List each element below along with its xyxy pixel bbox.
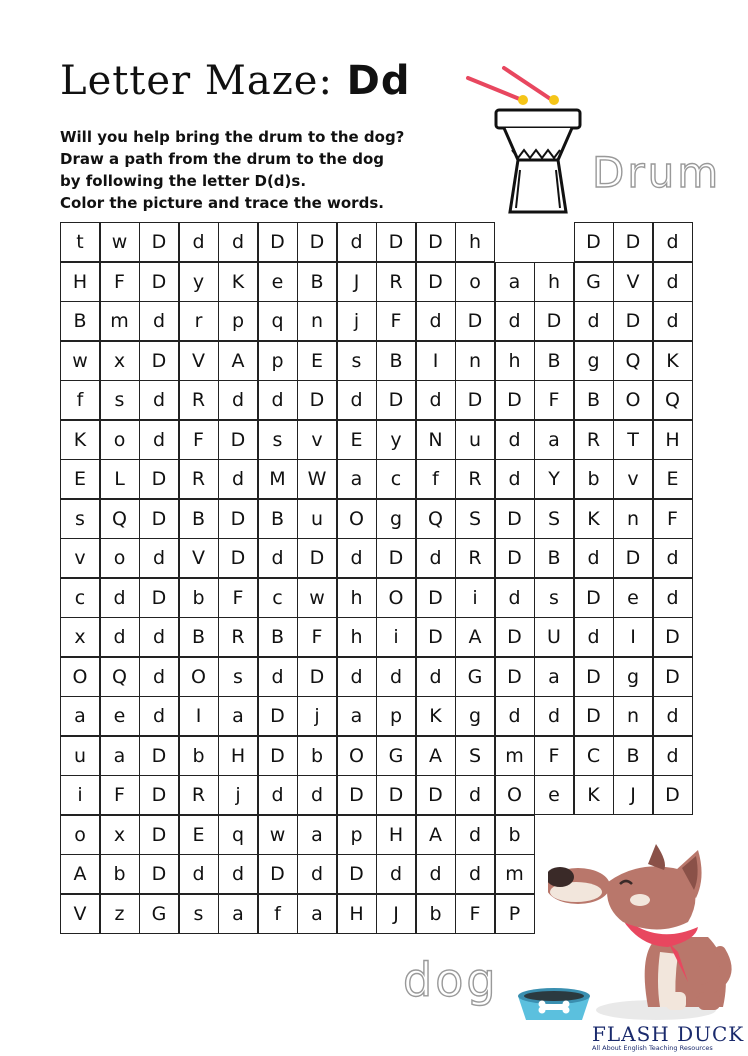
maze-cell[interactable]: H <box>653 420 693 460</box>
maze-cell[interactable]: j <box>337 301 377 341</box>
maze-cell[interactable]: s <box>100 380 140 420</box>
maze-cell[interactable]: V <box>179 341 219 381</box>
maze-cell[interactable]: e <box>534 775 574 815</box>
maze-cell[interactable]: F <box>100 775 140 815</box>
maze-cell[interactable]: O <box>337 499 377 539</box>
maze-cell[interactable]: F <box>455 894 495 934</box>
maze-cell[interactable]: h <box>534 262 574 302</box>
maze-cell[interactable]: D <box>455 301 495 341</box>
maze-cell[interactable]: E <box>60 459 100 499</box>
maze-cell[interactable]: D <box>574 657 614 697</box>
maze-cell[interactable]: d <box>297 775 337 815</box>
maze-cell[interactable]: d <box>653 222 693 262</box>
maze-cell[interactable]: q <box>218 815 258 855</box>
maze-cell[interactable]: d <box>416 657 456 697</box>
maze-cell[interactable]: D <box>574 696 614 736</box>
maze-cell[interactable]: d <box>179 854 219 894</box>
maze-cell[interactable]: h <box>495 341 535 381</box>
maze-cell[interactable]: c <box>60 578 100 618</box>
dog-bowl-icon <box>514 984 594 1024</box>
maze-cell[interactable]: E <box>297 341 337 381</box>
maze-cell[interactable]: q <box>258 301 298 341</box>
maze-cell[interactable]: D <box>574 578 614 618</box>
maze-cell[interactable]: d <box>139 696 179 736</box>
maze-cell[interactable]: d <box>139 301 179 341</box>
maze-cell[interactable]: D <box>258 854 298 894</box>
maze-cell[interactable]: o <box>100 538 140 578</box>
drum-icon <box>460 60 600 220</box>
maze-cell[interactable]: D <box>613 538 653 578</box>
maze-cell[interactable]: D <box>218 420 258 460</box>
maze-cell[interactable]: K <box>60 420 100 460</box>
maze-cell[interactable]: d <box>534 696 574 736</box>
maze-cell[interactable]: J <box>613 775 653 815</box>
maze-cell[interactable]: f <box>60 380 100 420</box>
maze-cell[interactable]: s <box>534 578 574 618</box>
maze-cell[interactable]: a <box>218 696 258 736</box>
maze-cell[interactable]: S <box>455 736 495 776</box>
maze-cell[interactable]: x <box>60 617 100 657</box>
maze-cell[interactable]: E <box>179 815 219 855</box>
maze-cell[interactable]: U <box>534 617 574 657</box>
maze-cell[interactable]: D <box>416 617 456 657</box>
maze-cell[interactable]: D <box>258 696 298 736</box>
maze-cell[interactable]: n <box>297 301 337 341</box>
maze-cell[interactable]: O <box>179 657 219 697</box>
maze-cell[interactable]: D <box>218 538 258 578</box>
maze-cell[interactable]: D <box>416 578 456 618</box>
maze-cell[interactable]: H <box>60 262 100 302</box>
maze-cell[interactable]: m <box>100 301 140 341</box>
maze-cell[interactable]: D <box>653 657 693 697</box>
maze-cell[interactable]: F <box>534 736 574 776</box>
maze-cell[interactable]: a <box>297 815 337 855</box>
brand-tagline: All About English Teaching Resources <box>592 1044 713 1052</box>
maze-cell[interactable]: w <box>258 815 298 855</box>
maze-cell[interactable]: D <box>218 499 258 539</box>
maze-cell[interactable]: d <box>218 854 258 894</box>
maze-cell[interactable]: y <box>376 420 416 460</box>
maze-cell[interactable]: N <box>416 420 456 460</box>
maze-cell[interactable]: T <box>613 420 653 460</box>
maze-cell[interactable]: D <box>297 538 337 578</box>
maze-cell[interactable]: M <box>258 459 298 499</box>
maze-cell[interactable]: d <box>218 380 258 420</box>
maze-cell[interactable]: D <box>613 301 653 341</box>
maze-cell[interactable]: i <box>376 617 416 657</box>
maze-cell[interactable]: K <box>416 696 456 736</box>
maze-cell[interactable]: n <box>613 696 653 736</box>
maze-cell[interactable]: Q <box>653 380 693 420</box>
maze-cell[interactable]: d <box>139 617 179 657</box>
maze-cell[interactable]: d <box>337 657 377 697</box>
maze-cell[interactable]: D <box>416 222 456 262</box>
maze-cell[interactable]: D <box>495 538 535 578</box>
maze-cell[interactable]: F <box>297 617 337 657</box>
maze-cell[interactable]: D <box>258 222 298 262</box>
maze-cell[interactable]: v <box>613 459 653 499</box>
maze-cell[interactable]: B <box>574 380 614 420</box>
maze-cell[interactable]: d <box>495 420 535 460</box>
maze-cell[interactable]: F <box>653 499 693 539</box>
maze-cell[interactable]: u <box>297 499 337 539</box>
instruction-line: Color the picture and trace the words. <box>60 194 384 212</box>
maze-cell[interactable]: A <box>416 736 456 776</box>
maze-cell[interactable]: G <box>455 657 495 697</box>
maze-cell[interactable]: p <box>258 341 298 381</box>
maze-cell[interactable]: n <box>613 499 653 539</box>
maze-cell[interactable]: v <box>297 420 337 460</box>
maze-cell[interactable]: E <box>653 459 693 499</box>
maze-cell[interactable]: d <box>179 222 219 262</box>
maze-cell[interactable]: d <box>258 775 298 815</box>
maze-cell[interactable]: b <box>495 815 535 855</box>
maze-cell[interactable]: h <box>337 578 377 618</box>
maze-cell[interactable]: B <box>534 538 574 578</box>
maze-cell[interactable]: d <box>297 854 337 894</box>
maze-cell[interactable]: d <box>218 222 258 262</box>
maze-cell[interactable]: O <box>495 775 535 815</box>
maze-cell[interactable]: D <box>139 459 179 499</box>
maze-cell[interactable]: D <box>653 617 693 657</box>
maze-cell[interactable]: d <box>455 815 495 855</box>
maze-cell[interactable]: d <box>574 538 614 578</box>
maze-cell[interactable]: d <box>100 617 140 657</box>
maze-cell[interactable]: D <box>139 341 179 381</box>
maze-cell[interactable]: d <box>337 222 377 262</box>
maze-cell[interactable]: O <box>376 578 416 618</box>
maze-cell[interactable]: d <box>258 380 298 420</box>
title-letters: Dd <box>346 58 411 104</box>
maze-cell[interactable]: d <box>455 854 495 894</box>
maze-cell[interactable]: F <box>534 380 574 420</box>
maze-cell[interactable]: b <box>100 854 140 894</box>
maze-cell[interactable]: v <box>60 538 100 578</box>
maze-cell[interactable]: a <box>495 262 535 302</box>
maze-cell[interactable]: d <box>100 578 140 618</box>
maze-cell[interactable]: g <box>376 499 416 539</box>
maze-cell[interactable]: E <box>337 420 377 460</box>
maze-cell[interactable]: d <box>653 301 693 341</box>
maze-cell[interactable]: S <box>534 499 574 539</box>
maze-cell[interactable]: D <box>258 736 298 776</box>
maze-cell[interactable]: D <box>337 854 377 894</box>
maze-cell[interactable]: R <box>455 538 495 578</box>
trace-word-drum: Drum <box>592 148 722 197</box>
maze-cell[interactable]: K <box>574 499 614 539</box>
maze-cell[interactable]: g <box>574 341 614 381</box>
maze-cell[interactable]: s <box>179 894 219 934</box>
maze-cell[interactable]: F <box>376 301 416 341</box>
maze-cell[interactable]: p <box>337 815 377 855</box>
maze-cell[interactable]: d <box>495 578 535 618</box>
maze-cell[interactable]: j <box>297 696 337 736</box>
maze-cell[interactable]: D <box>139 262 179 302</box>
maze-cell[interactable]: D <box>139 854 179 894</box>
maze-cell[interactable]: d <box>416 538 456 578</box>
maze-cell[interactable]: K <box>218 262 258 302</box>
maze-cell[interactable]: D <box>376 380 416 420</box>
maze-cell[interactable]: Q <box>416 499 456 539</box>
maze-cell[interactable]: H <box>218 736 258 776</box>
maze-cell[interactable]: A <box>60 854 100 894</box>
maze-cell[interactable]: d <box>653 538 693 578</box>
maze-cell[interactable]: d <box>653 262 693 302</box>
maze-cell[interactable]: O <box>337 736 377 776</box>
maze-cell[interactable]: H <box>376 815 416 855</box>
maze-cell[interactable]: h <box>455 222 495 262</box>
maze-cell[interactable]: f <box>258 894 298 934</box>
maze-cell[interactable]: D <box>376 538 416 578</box>
maze-cell[interactable]: I <box>416 341 456 381</box>
maze-cell[interactable]: d <box>416 854 456 894</box>
maze-cell[interactable]: d <box>416 380 456 420</box>
maze-cell[interactable]: a <box>100 736 140 776</box>
maze-cell[interactable]: D <box>495 499 535 539</box>
maze-cell[interactable]: d <box>218 459 258 499</box>
maze-cell[interactable]: m <box>495 736 535 776</box>
maze-cell[interactable]: R <box>179 380 219 420</box>
maze-cell[interactable]: B <box>179 499 219 539</box>
maze-cell[interactable]: d <box>653 736 693 776</box>
maze-cell[interactable]: b <box>574 459 614 499</box>
maze-cell[interactable]: A <box>455 617 495 657</box>
maze-cell[interactable]: a <box>534 657 574 697</box>
maze-cell[interactable]: x <box>100 815 140 855</box>
maze-cell[interactable]: p <box>376 696 416 736</box>
maze-cell[interactable]: d <box>139 657 179 697</box>
maze-cell[interactable]: d <box>495 459 535 499</box>
maze-cell[interactable]: n <box>455 341 495 381</box>
maze-cell[interactable]: O <box>613 380 653 420</box>
maze-cell[interactable]: s <box>258 420 298 460</box>
page-title <box>60 58 410 104</box>
maze-cell[interactable]: R <box>179 775 219 815</box>
maze-cell[interactable]: d <box>139 538 179 578</box>
maze-cell[interactable]: R <box>574 420 614 460</box>
instruction-line: Draw a path from the drum to the dog <box>60 150 385 168</box>
maze-cell[interactable]: A <box>218 341 258 381</box>
maze-cell[interactable]: Q <box>100 499 140 539</box>
maze-cell[interactable]: V <box>613 262 653 302</box>
maze-cell[interactable]: i <box>60 775 100 815</box>
maze-cell[interactable]: G <box>139 894 179 934</box>
maze-cell[interactable]: b <box>416 894 456 934</box>
maze-cell[interactable]: o <box>100 420 140 460</box>
maze-cell[interactable]: W <box>297 459 337 499</box>
maze-cell[interactable]: o <box>60 815 100 855</box>
maze-cell[interactable]: d <box>337 380 377 420</box>
maze-cell[interactable]: B <box>376 341 416 381</box>
instructions <box>60 126 404 214</box>
maze-cell[interactable]: a <box>534 420 574 460</box>
maze-cell[interactable]: h <box>337 617 377 657</box>
maze-cell[interactable]: G <box>574 262 614 302</box>
maze-cell[interactable]: s <box>337 341 377 381</box>
maze-cell[interactable]: D <box>337 775 377 815</box>
maze-cell[interactable]: s <box>60 499 100 539</box>
maze-cell[interactable]: d <box>495 696 535 736</box>
title-script: Letter Maze: <box>60 58 333 104</box>
maze-cell[interactable]: d <box>653 696 693 736</box>
maze-cell[interactable]: u <box>455 420 495 460</box>
maze-cell[interactable]: o <box>455 262 495 302</box>
maze-cell[interactable]: d <box>653 578 693 618</box>
maze-cell[interactable]: c <box>258 578 298 618</box>
maze-cell[interactable]: J <box>376 894 416 934</box>
maze-cell[interactable]: S <box>455 499 495 539</box>
maze-cell[interactable]: L <box>100 459 140 499</box>
maze-cell[interactable]: a <box>297 894 337 934</box>
maze-cell[interactable]: F <box>179 420 219 460</box>
maze-cell[interactable]: r <box>179 301 219 341</box>
maze-cell[interactable]: i <box>455 578 495 618</box>
maze-cell[interactable]: e <box>613 578 653 618</box>
maze-cell[interactable]: F <box>100 262 140 302</box>
maze-cell[interactable]: D <box>139 222 179 262</box>
instruction-line: Will you help bring the drum to the dog? <box>60 128 405 146</box>
maze-cell[interactable]: d <box>139 420 179 460</box>
maze-cell[interactable]: d <box>139 380 179 420</box>
maze-cell[interactable]: u <box>60 736 100 776</box>
maze-cell[interactable]: D <box>534 301 574 341</box>
maze-cell[interactable]: V <box>179 538 219 578</box>
maze-cell[interactable]: d <box>258 657 298 697</box>
maze-cell[interactable]: b <box>297 736 337 776</box>
maze-cell[interactable]: D <box>139 775 179 815</box>
instruction-line: by following the letter D(d)s. <box>60 172 307 190</box>
brand-name: FLASH DUCK <box>592 1022 745 1046</box>
maze-cell[interactable]: D <box>139 736 179 776</box>
maze-cell[interactable]: t <box>60 222 100 262</box>
maze-cell[interactable]: d <box>574 617 614 657</box>
maze-cell[interactable]: B <box>534 341 574 381</box>
maze-cell[interactable]: R <box>218 617 258 657</box>
maze-cell[interactable]: D <box>297 380 337 420</box>
maze-cell[interactable]: D <box>297 222 337 262</box>
maze-cell[interactable]: d <box>495 301 535 341</box>
maze-cell[interactable]: d <box>416 301 456 341</box>
maze-cell[interactable]: D <box>139 815 179 855</box>
maze-cell[interactable]: B <box>258 499 298 539</box>
maze-cell[interactable]: P <box>495 894 535 934</box>
trace-word-dog: dog <box>403 953 499 1007</box>
maze-cell[interactable]: a <box>60 696 100 736</box>
maze-cell[interactable]: d <box>455 775 495 815</box>
maze-cell[interactable]: x <box>100 341 140 381</box>
maze-cell[interactable]: D <box>376 775 416 815</box>
maze-cell[interactable]: D <box>653 775 693 815</box>
maze-cell[interactable]: B <box>297 262 337 302</box>
maze-cell[interactable]: d <box>574 301 614 341</box>
maze-cell[interactable]: J <box>337 262 377 302</box>
maze-cell[interactable]: D <box>495 617 535 657</box>
maze-cell[interactable]: Q <box>613 341 653 381</box>
maze-cell[interactable]: g <box>455 696 495 736</box>
maze-cell[interactable]: D <box>613 222 653 262</box>
maze-cell[interactable]: D <box>416 775 456 815</box>
maze-cell[interactable]: g <box>613 657 653 697</box>
maze-cell[interactable]: z <box>100 894 140 934</box>
maze-cell[interactable]: b <box>179 578 219 618</box>
maze-cell[interactable]: d <box>258 538 298 578</box>
maze-cell[interactable]: e <box>100 696 140 736</box>
maze-cell[interactable]: w <box>297 578 337 618</box>
maze-cell[interactable]: D <box>416 262 456 302</box>
maze-cell[interactable]: R <box>376 262 416 302</box>
maze-cell[interactable]: y <box>179 262 219 302</box>
maze-cell[interactable]: d <box>376 657 416 697</box>
maze-cell[interactable]: a <box>337 696 377 736</box>
maze-cell[interactable]: D <box>376 222 416 262</box>
maze-cell[interactable]: I <box>179 696 219 736</box>
maze-cell[interactable]: H <box>337 894 377 934</box>
maze-cell[interactable]: A <box>416 815 456 855</box>
maze-cell[interactable]: s <box>218 657 258 697</box>
maze-cell[interactable]: V <box>60 894 100 934</box>
maze-cell[interactable]: Q <box>100 657 140 697</box>
brand-logo <box>592 1022 745 1052</box>
maze-cell[interactable]: R <box>179 459 219 499</box>
maze-cell[interactable]: w <box>100 222 140 262</box>
maze-cell[interactable]: D <box>297 657 337 697</box>
maze-cell[interactable]: I <box>613 617 653 657</box>
maze-cell[interactable]: a <box>337 459 377 499</box>
maze-cell[interactable]: D <box>574 222 614 262</box>
maze-cell[interactable]: F <box>218 578 258 618</box>
maze-cell[interactable]: B <box>60 301 100 341</box>
maze-cell[interactable]: B <box>258 617 298 657</box>
maze-cell[interactable]: c <box>376 459 416 499</box>
maze-cell[interactable]: O <box>60 657 100 697</box>
maze-cell[interactable]: m <box>495 854 535 894</box>
maze-cell[interactable]: a <box>218 894 258 934</box>
maze-cell[interactable]: f <box>416 459 456 499</box>
maze-cell[interactable]: D <box>139 499 179 539</box>
maze-cell[interactable]: w <box>60 341 100 381</box>
maze-cell[interactable]: D <box>455 380 495 420</box>
maze-cell[interactable]: K <box>653 341 693 381</box>
maze-cell[interactable]: d <box>337 538 377 578</box>
maze-cell[interactable]: d <box>376 854 416 894</box>
maze-cell[interactable]: R <box>455 459 495 499</box>
maze-cell[interactable]: K <box>574 775 614 815</box>
maze-cell[interactable]: B <box>613 736 653 776</box>
maze-cell[interactable]: D <box>495 657 535 697</box>
maze-cell[interactable]: C <box>574 736 614 776</box>
maze-cell[interactable]: G <box>376 736 416 776</box>
maze-cell[interactable]: j <box>218 775 258 815</box>
maze-cell[interactable]: Y <box>534 459 574 499</box>
maze-cell[interactable]: e <box>258 262 298 302</box>
maze-cell[interactable]: B <box>179 617 219 657</box>
maze-cell[interactable]: D <box>495 380 535 420</box>
maze-cell[interactable]: b <box>179 736 219 776</box>
maze-cell[interactable]: p <box>218 301 258 341</box>
maze-cell[interactable]: D <box>139 578 179 618</box>
